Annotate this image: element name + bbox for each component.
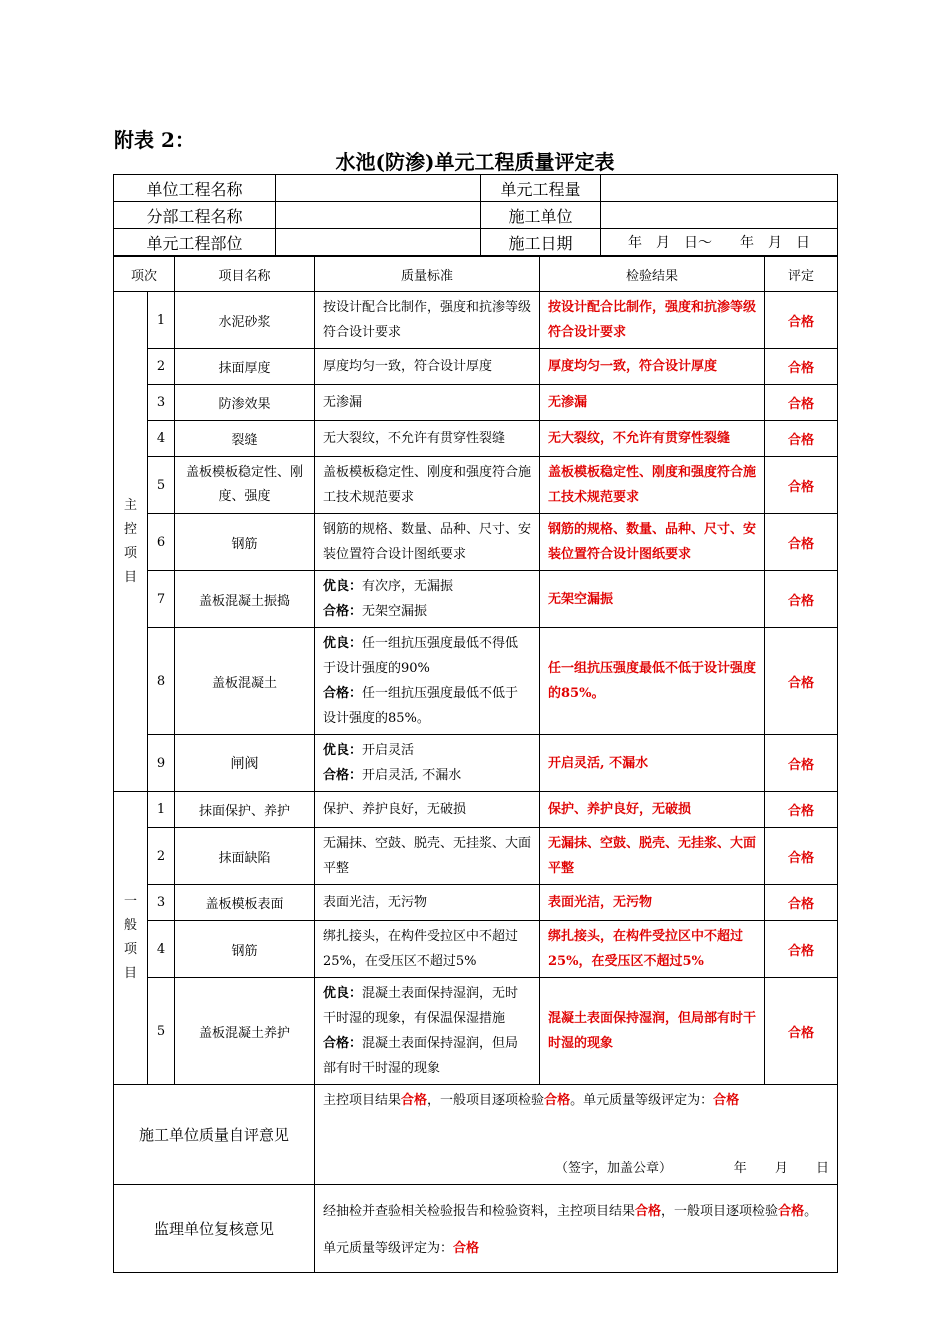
item-standard: 无渗漏 <box>315 385 540 421</box>
supervision-content <box>315 1185 838 1273</box>
unit-element-location-value <box>276 229 481 256</box>
item-no: 1 <box>148 292 175 349</box>
table-row <box>114 628 838 735</box>
table-row <box>114 457 838 514</box>
item-standard: 优良：任一组抗压强度最低不得低于设计强度的90% 合格：任一组抗压强度最低不低于设计强度的85%。 <box>315 628 540 735</box>
item-result: 混凝土表面保持湿润，但局部有时干时湿的现象 <box>540 978 765 1085</box>
item-no: 8 <box>148 628 175 735</box>
unit-project-name-value <box>276 175 481 202</box>
construction-unit-value <box>601 202 838 229</box>
signature-date: 年 月 日 <box>733 1161 830 1176</box>
item-no: 2 <box>148 349 175 385</box>
item-rating: 合格 <box>765 421 838 457</box>
table-row <box>114 735 838 792</box>
item-rating: 合格 <box>765 628 838 735</box>
item-name: 防渗效果 <box>175 385 315 421</box>
appendix-label: 附表 2： <box>114 128 195 152</box>
item-no: 7 <box>148 571 175 628</box>
item-standard: 优良：有次序，无漏振 合格：无架空漏振 <box>315 571 540 628</box>
item-result: 盖板模板稳定性、刚度和强度符合施工技术规范要求 <box>540 457 765 514</box>
item-name: 抹面缺陷 <box>175 828 315 885</box>
item-no: 6 <box>148 514 175 571</box>
table-row <box>114 385 838 421</box>
table-row <box>114 421 838 457</box>
signature-note: （签字，加盖公章） <box>555 1161 673 1176</box>
item-name: 盖板混凝土 <box>175 628 315 735</box>
unit-element-quantity-label: 单元工程量 <box>481 175 601 202</box>
item-name: 盖板模板表面 <box>175 885 315 921</box>
item-rating: 合格 <box>765 292 838 349</box>
item-name: 盖板模板稳定性、刚度、强度 <box>175 457 315 514</box>
supervision-row <box>114 1185 838 1273</box>
item-rating: 合格 <box>765 514 838 571</box>
item-name: 裂缝 <box>175 421 315 457</box>
self-eval-label: 施工单位质量自评意见 <box>114 1085 315 1185</box>
division-project-name-value <box>276 202 481 229</box>
construction-unit-label: 施工单位 <box>481 202 601 229</box>
division-project-name-label: 分部工程名称 <box>114 202 276 229</box>
unit-element-location-label: 单元工程部位 <box>114 229 276 256</box>
item-standard: 保护、养护良好，无破损 <box>315 792 540 828</box>
item-no: 2 <box>148 828 175 885</box>
construction-date-label: 施工日期 <box>481 229 601 256</box>
item-standard: 按设计配合比制作，强度和抗渗等级符合设计要求 <box>315 292 540 349</box>
construction-date-value: 年 月 日～ 年 月 日 <box>601 229 838 256</box>
item-name: 钢筋 <box>175 514 315 571</box>
item-no: 4 <box>148 421 175 457</box>
item-no: 3 <box>148 385 175 421</box>
self-eval-content <box>315 1085 838 1185</box>
item-no: 9 <box>148 735 175 792</box>
item-result: 表面光洁，无污物 <box>540 885 765 921</box>
item-rating: 合格 <box>765 385 838 421</box>
item-name: 盖板混凝土养护 <box>175 978 315 1085</box>
item-rating: 合格 <box>765 978 838 1085</box>
item-rating: 合格 <box>765 457 838 514</box>
item-standard: 无大裂纹，不允许有贯穿性裂缝 <box>315 421 540 457</box>
item-no: 5 <box>148 457 175 514</box>
item-result: 任一组抗压强度最低不低于设计强度的85%。 <box>540 628 765 735</box>
item-standard: 绑扎接头，在构件受拉区中不超过25%，在受压区不超过5% <box>315 921 540 978</box>
item-rating: 合格 <box>765 792 838 828</box>
item-name: 闸阀 <box>175 735 315 792</box>
item-rating: 合格 <box>765 921 838 978</box>
supervision-label: 监理单位复核意见 <box>114 1185 315 1273</box>
unit-project-name-label: 单位工程名称 <box>114 175 276 202</box>
table-row <box>114 514 838 571</box>
item-result: 无大裂纹，不允许有贯穿性裂缝 <box>540 421 765 457</box>
supervision-text: 经抽检并查验相关检验报告和检验资料，主控项目结果合格，一般项目逐项检验合格。单元质量等级评定为：合格 <box>323 1204 818 1256</box>
table-row <box>114 571 838 628</box>
table-row <box>114 885 838 921</box>
item-no: 3 <box>148 885 175 921</box>
item-result: 保护、养护良好，无破损 <box>540 792 765 828</box>
item-name: 抹面保护、养护 <box>175 792 315 828</box>
item-rating: 合格 <box>765 735 838 792</box>
col-item-no: 项次 <box>114 257 175 292</box>
table-row <box>114 828 838 885</box>
item-name: 抹面厚度 <box>175 349 315 385</box>
item-rating: 合格 <box>765 571 838 628</box>
item-no: 4 <box>148 921 175 978</box>
unit-element-quantity-value <box>601 175 838 202</box>
item-rating: 合格 <box>765 885 838 921</box>
col-rating: 评定 <box>765 257 838 292</box>
item-standard: 表面光洁，无污物 <box>315 885 540 921</box>
item-rating: 合格 <box>765 828 838 885</box>
item-no: 5 <box>148 978 175 1085</box>
col-result: 检验结果 <box>540 257 765 292</box>
item-result: 钢筋的规格、数量、品种、尺寸、安装位置符合设计图纸要求 <box>540 514 765 571</box>
general-items-group-label: 一 般 项 目 <box>114 792 148 1085</box>
item-standard: 优良：混凝土表面保持湿润，无时干时湿的现象，有保温保湿措施 合格：混凝土表面保持湿润，但局部有时干时湿的现象 <box>315 978 540 1085</box>
col-standard: 质量标准 <box>315 257 540 292</box>
form-title: 水池(防渗)单元工程质量评定表 <box>335 150 615 174</box>
table-row <box>114 978 838 1085</box>
item-standard: 钢筋的规格、数量、品种、尺寸、安装位置符合设计图纸要求 <box>315 514 540 571</box>
item-standard: 无漏抹、空鼓、脱壳、无挂浆、大面平整 <box>315 828 540 885</box>
item-standard: 厚度均匀一致，符合设计厚度 <box>315 349 540 385</box>
header-table <box>113 174 838 256</box>
item-rating: 合格 <box>765 349 838 385</box>
item-result: 绑扎接头，在构件受拉区中不超过25%，在受压区不超过5% <box>540 921 765 978</box>
item-no: 1 <box>148 792 175 828</box>
self-eval-text: 主控项目结果合格，一般项目逐项检验合格。单元质量等级评定为：合格 <box>323 1093 740 1108</box>
col-item-name: 项目名称 <box>175 257 315 292</box>
item-result: 开启灵活, 不漏水 <box>540 735 765 792</box>
evaluation-table <box>113 256 838 1273</box>
item-result: 无渗漏 <box>540 385 765 421</box>
item-result: 无漏抹、空鼓、脱壳、无挂浆、大面平整 <box>540 828 765 885</box>
table-row <box>114 921 838 978</box>
table-row <box>114 292 838 349</box>
item-result: 无架空漏振 <box>540 571 765 628</box>
self-eval-row <box>114 1085 838 1185</box>
main-items-group-label: 主 控 项 目 <box>114 292 148 792</box>
item-result: 厚度均匀一致，符合设计厚度 <box>540 349 765 385</box>
item-standard: 盖板模板稳定性、刚度和强度符合施工技术规范要求 <box>315 457 540 514</box>
table-row <box>114 792 838 828</box>
item-standard: 优良：开启灵活 合格：开启灵活, 不漏水 <box>315 735 540 792</box>
item-name: 盖板混凝土振捣 <box>175 571 315 628</box>
item-result: 按设计配合比制作，强度和抗渗等级符合设计要求 <box>540 292 765 349</box>
item-name: 钢筋 <box>175 921 315 978</box>
item-name: 水泥砂浆 <box>175 292 315 349</box>
table-row <box>114 349 838 385</box>
